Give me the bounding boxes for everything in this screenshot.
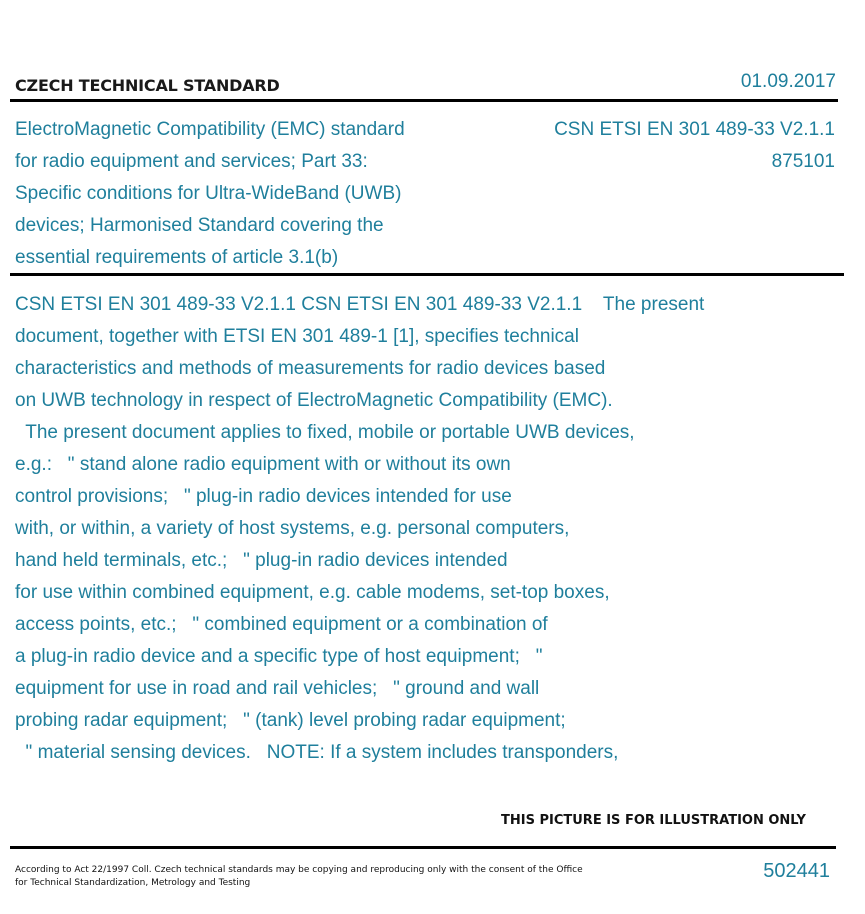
abstract-line: e.g.: " stand alone radio equipment with or without its own [15, 454, 511, 475]
document-type-label: CZECH TECHNICAL STANDARD [15, 76, 280, 95]
abstract-line: document, together with ETSI EN 301 489-1 [1], specifies technical [15, 326, 579, 347]
abstract-line: probing radar equipment; " (tank) level probing radar equipment; [15, 710, 566, 731]
footer-rule [10, 846, 836, 849]
abstract-line: a plug-in radio device and a specific type of host equipment; " [15, 646, 543, 667]
abstract-line: on UWB technology in respect of ElectroMagnetic Compatibility (EMC). [15, 390, 613, 411]
abstract-line: " material sensing devices. NOTE: If a system includes transponders, [15, 742, 619, 763]
standard-number: CSN ETSI EN 301 489-33 V2.1.1 [554, 119, 835, 140]
title-rule [10, 273, 844, 276]
title-line: devices; Harmonised Standard covering the [15, 215, 384, 236]
abstract-text [15, 289, 830, 769]
document-code: 502441 [763, 860, 830, 882]
standard-identifiers [554, 114, 835, 178]
title-line: Specific conditions for Ultra-WideBand (UWB) [15, 183, 402, 204]
abstract-line: characteristics and methods of measurements for radio devices based [15, 358, 606, 379]
publication-date: 01.09.2017 [740, 71, 836, 92]
title-line: for radio equipment and services; Part 33: [15, 151, 368, 172]
title-line: essential requirements of article 3.1(b) [15, 247, 339, 268]
class-code: 875101 [771, 151, 835, 172]
abstract-line: equipment for use in road and rail vehicles; " ground and wall [15, 678, 540, 699]
abstract-line: for use within combined equipment, e.g. cable modems, set-top boxes, [15, 582, 610, 603]
abstract-line: access points, etc.; " combined equipment or a combination of [15, 614, 548, 635]
standard-title [15, 114, 485, 274]
legal-notice [15, 864, 615, 890]
abstract-line: with, or within, a variety of host systems, e.g. personal computers, [15, 518, 570, 539]
title-line: ElectroMagnetic Compatibility (EMC) standard [15, 119, 405, 140]
illustration-notice: THIS PICTURE IS FOR ILLUSTRATION ONLY [501, 813, 806, 828]
header-rule [10, 99, 838, 102]
abstract-line: hand held terminals, etc.; " plug-in radio devices intended [15, 550, 508, 571]
abstract-line: The present document applies to fixed, mobile or portable UWB devices, [15, 422, 635, 443]
legal-notice-line: According to Act 22/1997 Coll. Czech technical standards may be copying and reproducing only with the consent of the Office [15, 865, 583, 875]
abstract-line: control provisions; " plug-in radio devices intended for use [15, 486, 512, 507]
legal-notice-line: for Technical Standardization, Metrology and Testing [15, 878, 251, 888]
abstract-line: CSN ETSI EN 301 489-33 V2.1.1 CSN ETSI EN 301 489-33 V2.1.1 The present [15, 294, 705, 315]
